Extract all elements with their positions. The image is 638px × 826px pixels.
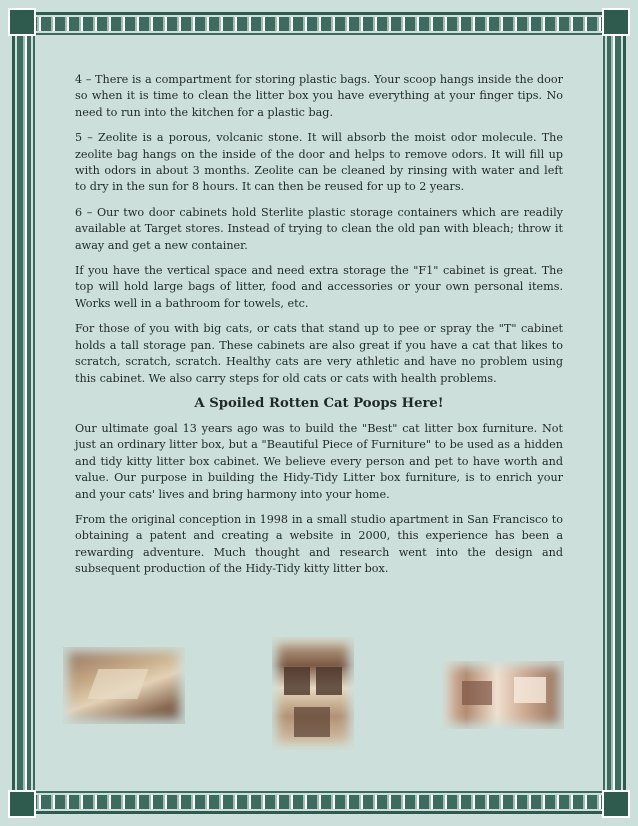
paragraph-zeolite: 5 – Zeolite is a porous, volcanic stone. It will absorb the moist odor molecule. The zeolite bag hangs on the inside of the door and helps to remove odors. It will fill up with odors in about 3 months. Zeolite can be cleaned by rinsing with water and left to dry in the sun for 8 hours. It can then be reused for up to 2 years. bbox=[75, 131, 563, 194]
corner-ornament-icon bbox=[8, 8, 36, 36]
cabinet-photo-1 bbox=[63, 647, 185, 724]
cabinet-photo-2 bbox=[272, 637, 354, 750]
paragraph-two-door: 6 – Our two door cabinets hold Sterlite plastic storage containers which are readily available at Target stores. Instead of trying to clean the old pan with bleach; throw it away and get a new container. bbox=[75, 205, 563, 252]
section-heading: A Spoiled Rotten Cat Poops Here! bbox=[194, 395, 444, 411]
paragraph-t-cabinet: For those of you with big cats, or cats that stand up to pee or spray the "T" cabinet holds a tall storage pan. These cabinets are also great if you have a cat that likes to scratch, scratch, scratch. Healthy cats are very athletic and have no problem using this cabinet. We also carry steps for old cats or cats with health problems. bbox=[75, 322, 563, 385]
corner-ornament-icon bbox=[602, 790, 630, 818]
document-body bbox=[75, 72, 563, 587]
cabinet-photo-3 bbox=[442, 661, 564, 729]
paragraph-ultimate-goal: Our ultimate goal 13 years ago was to build the "Best" cat litter box furniture. Not just an ordinary litter box, but a "Beautiful Piece of Furniture" to be used as a hidden and tidy kitty litter box cabinet. We believe every person and pet to have worth and value. Our purpose in building the Hidy-Tidy Litter box furniture, is to enrich your and your cats' lives and bring harmony into your home. bbox=[75, 421, 563, 501]
paragraph-history: From the original conception in 1998 in a small studio apartment in San Francisco to obtaining a patent and creating a website in 2000, this experience has been a rewarding adventure. Much thought and research went into the design and subsequent production of the Hidy-Tidy kitty litter box. bbox=[75, 512, 563, 576]
corner-ornament-icon bbox=[8, 790, 36, 818]
paragraph-compartment: 4 – There is a compartment for storing plastic bags. Your scoop hangs inside the door so when it is time to clean the litter box you have everything at your finger tips. No need to run into the kitchen for a plastic bag. bbox=[75, 73, 563, 119]
corner-ornament-icon bbox=[602, 8, 630, 36]
paragraph-f1-cabinet: If you have the vertical space and need extra storage the "F1" cabinet is great. The top will hold large bags of litter, food and accessories or your own personal items. Works well in a bathroom for towels, etc. bbox=[75, 264, 563, 310]
